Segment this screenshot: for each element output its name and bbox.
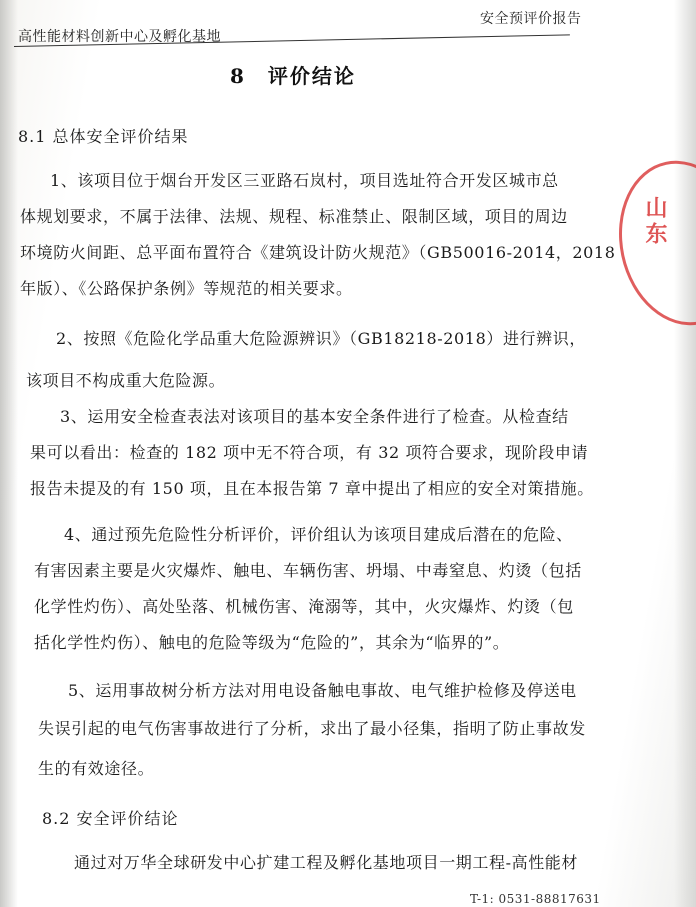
paragraph-line: 通过对万华全球研发中心扩建工程及孵化基地项目一期工程-高性能材	[74, 853, 579, 872]
section-heading-8-1: 8.1 总体安全评价结果	[18, 127, 189, 146]
paragraph-line: 果可以看出：检查的 182 项中无不符合项，有 32 项符合要求，现阶段申请	[30, 443, 589, 462]
paragraph-line: 括化学性灼伤）、触电的危险等级为“危险的”，其余为“临界的”。	[34, 633, 510, 652]
scan-right-edge	[674, 0, 696, 907]
paragraph-line: 有害因素主要是火灾爆炸、触电、车辆伤害、坍塌、中毒窒息、灼烫（包括	[34, 561, 582, 580]
paragraph-line: 生的有效途径。	[38, 759, 155, 778]
paragraph-line: 环境防火间距、总平面布置符合《建筑设计防火规范》（GB50016-2014，2018	[20, 243, 616, 262]
footer-phone: T-1: 0531-88817631	[470, 892, 601, 906]
official-seal-text: 山东	[642, 196, 668, 248]
scan-left-shadow	[0, 0, 18, 907]
header-org-name: 高性能材料创新中心及孵化基地	[18, 29, 221, 45]
paragraph-line: 3、运用安全检查表法对该项目的基本安全条件进行了检查。从检查结	[60, 407, 569, 426]
paragraph-line: 该项目不构成重大危险源。	[26, 371, 226, 390]
paragraph-line: 4、通过预先危险性分析评价，评价组认为该项目建成后潜在的危险、	[64, 525, 573, 544]
paragraph-line: 报告未提及的有 150 项，且在本报告第 7 章中提出了相应的安全对策措施。	[30, 479, 594, 498]
section-heading-8-2: 8.2 安全评价结论	[42, 809, 179, 828]
chapter-title: 8 评价结论	[230, 64, 356, 88]
paragraph-line: 失误引起的电气伤害事故进行了分析，求出了最小径集，指明了防止事故发	[38, 719, 586, 738]
paragraph-line: 1、该项目位于烟台开发区三亚路石岚村，项目选址符合开发区城市总	[50, 171, 559, 190]
paragraph-line: 年版）、《公路保护条例》等规范的相关要求。	[20, 279, 353, 298]
paragraph-line: 化学性灼伤）、高处坠落、机械伤害、淹溺等，其中，火灾爆炸、灼烫（包	[34, 597, 574, 616]
header-report-type: 安全预评价报告	[480, 11, 582, 27]
paragraph-line: 2、按照《危险化学品重大危险源辨识》（GB18218-2018）进行辨识，	[56, 329, 586, 348]
paragraph-line: 5、运用事故树分析方法对用电设备触电事故、电气维护检修及停送电	[68, 681, 577, 700]
paragraph-line: 体规划要求，不属于法律、法规、规程、标准禁止、限制区域，项目的周边	[20, 207, 568, 226]
